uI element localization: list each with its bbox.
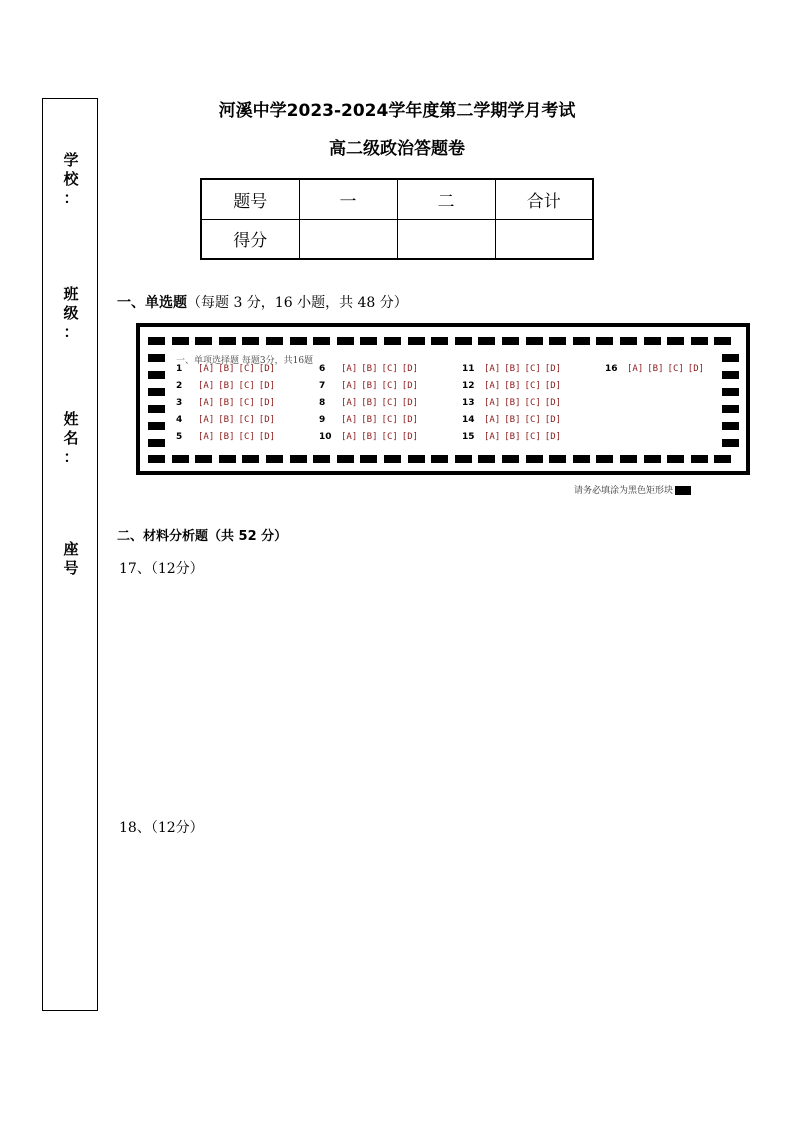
answer-bubble[interactable]: [A]: [341, 398, 358, 408]
timing-mark: [148, 405, 165, 413]
question-row: [462, 414, 565, 426]
answer-bubble[interactable]: [A]: [198, 381, 215, 391]
question-row: [319, 363, 422, 375]
answer-bubble[interactable]: [D]: [401, 364, 419, 374]
section1-heading: [117, 292, 408, 312]
question-row: [319, 397, 422, 409]
name-label: 姓 名 ：: [63, 410, 79, 466]
timing-mark: [219, 455, 236, 463]
question-number: 3: [176, 398, 183, 408]
answer-bubble[interactable]: [B]: [504, 381, 521, 391]
timing-mark: [620, 337, 637, 345]
answer-bubble[interactable]: [B]: [361, 364, 378, 374]
answer-bubble[interactable]: [D]: [258, 398, 276, 408]
answer-bubble[interactable]: [C]: [238, 432, 255, 442]
answer-bubble[interactable]: [C]: [524, 415, 541, 425]
question-row: [176, 380, 279, 392]
question-row: [462, 431, 565, 443]
answer-bubble[interactable]: [D]: [258, 432, 276, 442]
timing-mark: [455, 337, 472, 345]
answer-bubble[interactable]: [D]: [401, 415, 419, 425]
timing-mark: [596, 337, 613, 345]
omr-footer-text: 请务必填涂为黑色矩形块: [574, 486, 674, 496]
score-table-score-row: [201, 219, 593, 259]
answer-bubble[interactable]: [B]: [361, 432, 378, 442]
answer-bubble[interactable]: [A]: [484, 381, 501, 391]
question-number: 5: [176, 432, 183, 442]
question-number: 7: [319, 381, 326, 391]
question-17-label: 17、（12分）: [119, 561, 204, 577]
school-label: 学 校 ：: [63, 151, 79, 207]
timing-mark: [172, 455, 189, 463]
timing-mark: [722, 439, 739, 447]
answer-bubble[interactable]: [B]: [504, 432, 521, 442]
score-entry-cell[interactable]: [495, 219, 593, 259]
answer-bubble[interactable]: [A]: [198, 415, 215, 425]
exam-subtitle: 高二级政治答题卷: [329, 139, 465, 159]
question-number: 16: [605, 364, 618, 374]
timing-mark: [290, 337, 307, 345]
timing-mark: [148, 455, 165, 463]
timing-mark: [337, 455, 354, 463]
answer-bubble[interactable]: [B]: [218, 364, 235, 374]
question-number: 4: [176, 415, 183, 425]
answer-bubble[interactable]: [A]: [198, 432, 215, 442]
timing-mark: [219, 337, 236, 345]
timing-mark: [337, 337, 354, 345]
question-number: 12: [462, 381, 475, 391]
answer-bubble[interactable]: [A]: [484, 415, 501, 425]
question-row: [176, 397, 279, 409]
omr-footer-note: [574, 483, 691, 496]
timing-mark: [360, 337, 377, 345]
timing-mark: [667, 455, 684, 463]
answer-bubble[interactable]: [D]: [258, 415, 276, 425]
timing-mark: [644, 455, 661, 463]
timing-mark: [148, 371, 165, 379]
section2-heading: 二、材料分析题（共 52 分）: [117, 529, 288, 544]
question-number: 14: [462, 415, 475, 425]
timing-mark: [596, 455, 613, 463]
question-number: 11: [462, 364, 475, 374]
answer-bubble[interactable]: [A]: [341, 415, 358, 425]
question-row: [462, 397, 565, 409]
answer-bubble[interactable]: [D]: [544, 415, 562, 425]
timing-mark: [573, 337, 590, 345]
answer-bubble[interactable]: [C]: [524, 364, 541, 374]
answer-bubble[interactable]: [C]: [524, 432, 541, 442]
question-number: 8: [319, 398, 326, 408]
timing-mark: [455, 455, 472, 463]
score-table-header-row: [201, 179, 593, 219]
black-block-icon: [675, 486, 691, 495]
answer-bubble[interactable]: [C]: [381, 398, 398, 408]
question-row: [605, 363, 708, 375]
question-18-label: 18、（12分）: [119, 820, 204, 836]
timing-mark: [431, 337, 448, 345]
timing-mark: [620, 455, 637, 463]
class-label: 班 级 ：: [63, 285, 79, 341]
answer-bubble[interactable]: [D]: [401, 381, 419, 391]
answer-bubble[interactable]: [C]: [667, 364, 684, 374]
answer-bubble[interactable]: [A]: [198, 364, 215, 374]
answer-bubble[interactable]: [D]: [544, 381, 562, 391]
score-cell: 题号: [201, 179, 299, 219]
exam-title: 河溪中学2023-2024学年度第二学期学月考试: [218, 101, 576, 121]
question-number: 13: [462, 398, 475, 408]
answer-bubble[interactable]: [D]: [544, 398, 562, 408]
timing-mark: [384, 455, 401, 463]
answer-bubble[interactable]: [B]: [647, 364, 664, 374]
question-number: 6: [319, 364, 326, 374]
answer-bubble[interactable]: [D]: [401, 432, 419, 442]
answer-bubble[interactable]: [A]: [341, 381, 358, 391]
timing-mark: [431, 455, 448, 463]
answer-bubble[interactable]: [C]: [381, 415, 398, 425]
answer-bubble[interactable]: [C]: [381, 364, 398, 374]
timing-mark: [644, 337, 661, 345]
answer-bubble[interactable]: [A]: [627, 364, 644, 374]
seat-number-label: 座 号: [63, 540, 79, 577]
question-number: 9: [319, 415, 326, 425]
answer-bubble[interactable]: [D]: [544, 432, 562, 442]
timing-mark: [526, 337, 543, 345]
answer-bubble[interactable]: [D]: [401, 398, 419, 408]
score-entry-cell[interactable]: [397, 219, 495, 259]
timing-mark: [691, 455, 708, 463]
answer-bubble[interactable]: [C]: [238, 398, 255, 408]
timing-mark: [667, 337, 684, 345]
binding-strip: [42, 98, 98, 1011]
question-row: [462, 380, 565, 392]
answer-sheet-box: [136, 323, 750, 475]
answer-bubble[interactable]: [D]: [258, 381, 276, 391]
timing-mark: [722, 371, 739, 379]
question-row: [176, 414, 279, 426]
question-row: [319, 380, 422, 392]
answer-bubble[interactable]: [B]: [504, 364, 521, 374]
timing-mark: [722, 354, 739, 362]
timing-mark: [148, 388, 165, 396]
score-cell: 得分: [201, 219, 299, 259]
answer-bubble[interactable]: [B]: [504, 415, 521, 425]
score-cell: 二: [397, 179, 495, 219]
question-number: 2: [176, 381, 183, 391]
question-row: [319, 414, 422, 426]
answer-bubble[interactable]: [A]: [484, 432, 501, 442]
score-entry-cell[interactable]: [299, 219, 397, 259]
timing-mark: [478, 337, 495, 345]
timing-mark: [148, 439, 165, 447]
answer-bubble[interactable]: [C]: [524, 398, 541, 408]
timing-mark: [195, 337, 212, 345]
timing-mark: [172, 337, 189, 345]
timing-mark: [148, 422, 165, 430]
score-cell: 合计: [495, 179, 593, 219]
timing-mark: [573, 455, 590, 463]
question-row: [319, 431, 422, 443]
timing-mark: [290, 455, 307, 463]
timing-mark: [502, 337, 519, 345]
answer-bubble[interactable]: [C]: [238, 381, 255, 391]
timing-mark: [549, 337, 566, 345]
answer-bubble[interactable]: [A]: [341, 432, 358, 442]
timing-mark: [722, 388, 739, 396]
section1-title: 一、单选题: [117, 295, 187, 311]
answer-bubble[interactable]: [C]: [238, 415, 255, 425]
timing-mark: [502, 455, 519, 463]
question-row: [176, 363, 279, 375]
question-row: [462, 363, 565, 375]
section1-note: （每题 3 分，16 小题，共 48 分）: [187, 295, 408, 311]
timing-mark: [714, 337, 731, 345]
answer-bubble[interactable]: [C]: [381, 381, 398, 391]
question-number: 1: [176, 364, 183, 374]
timing-mark: [714, 455, 731, 463]
score-table: [200, 178, 594, 260]
answer-bubble[interactable]: [B]: [218, 381, 235, 391]
timing-mark: [722, 405, 739, 413]
timing-mark: [313, 455, 330, 463]
score-cell: 一: [299, 179, 397, 219]
question-number: 10: [319, 432, 332, 442]
timing-mark: [242, 337, 259, 345]
answer-bubble[interactable]: [D]: [687, 364, 705, 374]
timing-mark: [148, 337, 165, 345]
answer-bubble[interactable]: [A]: [198, 398, 215, 408]
answer-bubble[interactable]: [A]: [341, 364, 358, 374]
timing-mark: [722, 422, 739, 430]
answer-bubble[interactable]: [B]: [218, 432, 235, 442]
answer-bubble[interactable]: [A]: [484, 398, 501, 408]
timing-mark: [526, 455, 543, 463]
timing-mark: [408, 455, 425, 463]
answer-bubble[interactable]: [C]: [238, 364, 255, 374]
timing-mark: [691, 337, 708, 345]
answer-bubble[interactable]: [D]: [258, 364, 276, 374]
timing-mark: [266, 337, 283, 345]
timing-mark: [195, 455, 212, 463]
answer-bubble[interactable]: [B]: [218, 415, 235, 425]
timing-mark: [266, 455, 283, 463]
timing-mark: [408, 337, 425, 345]
answer-bubble[interactable]: [B]: [361, 381, 378, 391]
timing-mark: [549, 455, 566, 463]
answer-bubble[interactable]: [D]: [544, 364, 562, 374]
answer-bubble[interactable]: [A]: [484, 364, 501, 374]
answer-bubble[interactable]: [B]: [361, 415, 378, 425]
answer-bubble[interactable]: [B]: [361, 398, 378, 408]
answer-bubble[interactable]: [C]: [381, 432, 398, 442]
timing-mark: [478, 455, 495, 463]
timing-mark: [242, 455, 259, 463]
omr-header: 一、单项选择题 每题3分，共16题: [176, 356, 314, 366]
question-row: [176, 431, 279, 443]
timing-mark: [313, 337, 330, 345]
timing-mark: [384, 337, 401, 345]
timing-mark: [360, 455, 377, 463]
answer-bubble[interactable]: [B]: [218, 398, 235, 408]
question-number: 15: [462, 432, 475, 442]
answer-bubble[interactable]: [B]: [504, 398, 521, 408]
answer-bubble[interactable]: [C]: [524, 381, 541, 391]
timing-mark: [148, 354, 165, 362]
